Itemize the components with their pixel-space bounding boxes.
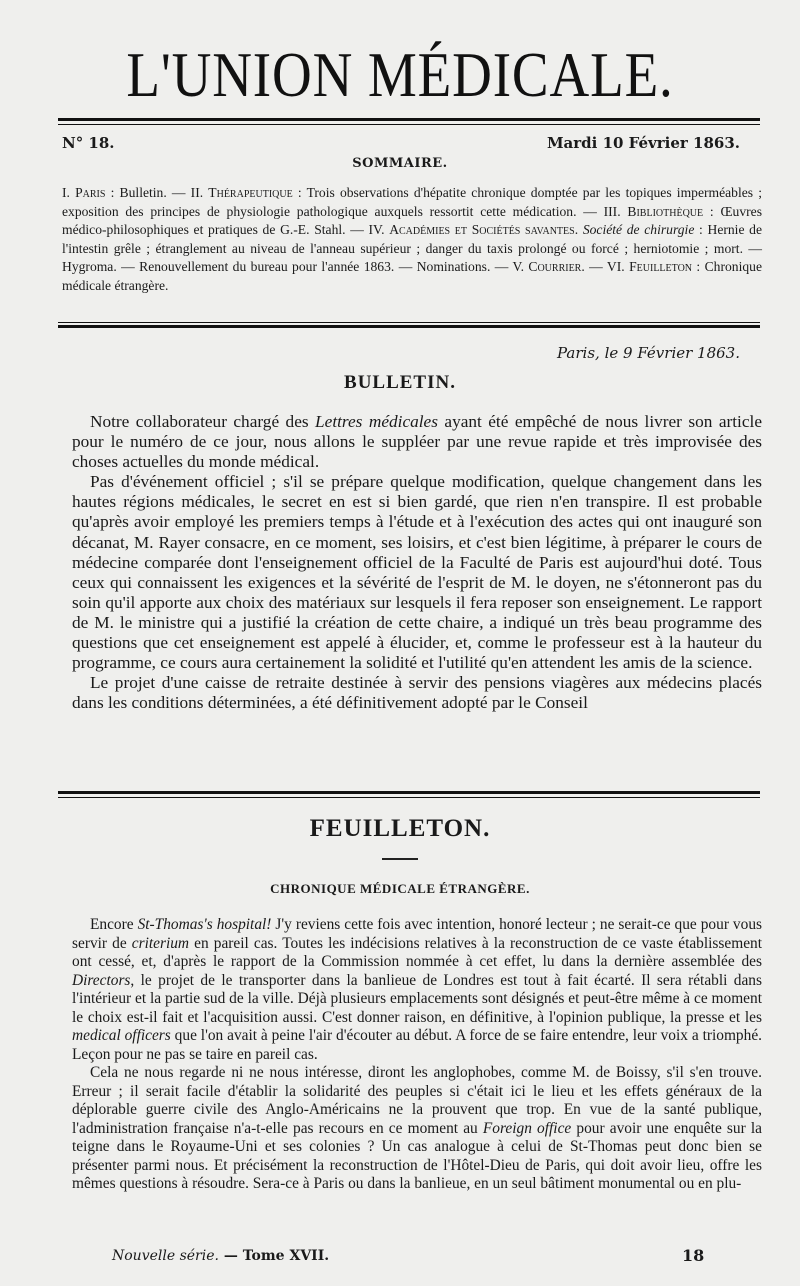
sommaire-text: I. Paris : Bulletin. — II. Thérapeutique : Trois observations d'hépatite chronique domptée par les topiques imperméables ; exposition des principes de physiologie pathologique auxquels ressortit cette médication. — III. Bibliothèque : Œuvres médico-philosophiques et pratiques de G.-E. Stahl. — IV. Académies et Sociétés savantes. Société de chirurgie : Hernie de l'intestin grêle ; étranglement au niveau de l'anneau supérieur ; danger du taxis prolongé ou forcé ; herniotomie ; mort. — Hygroma. — Renouvellement du bureau pour l'année 1863. — Nominations. — V. Courrier. — VI. Feuilleton : Chronique médicale étrangère.: [62, 185, 763, 293]
issue-number: N° 18.: [62, 134, 115, 152]
heading-dash: [382, 858, 418, 860]
feuilleton-paragraph: Encore St-Thomas's hospital! J'y reviens cette fois avec intention, honoré lecteur ; ne serait-ce que pour vous servir de criterium en pareil cas. Toutes les indécisions relatives à la reconstruction de ce vaste établissement ont cessé, et, d'après le rapport de la Commission nommée à cet effet, lu dans la dernière assemblée des Directors, le projet de le transporter dans la banlieue de Londres est tout à fait écarté. Il sera rétabli dans l'intérieur et la partie sud de la ville. Déjà plusieurs emplacements sont désignés et peut-être même à ce moment le choix est-il fait et l'acquisition aussi. C'est donner raison, en définitive, à l'opinion publique, la presse et les medical officers que l'on avait à peine l'air d'écouter au début. A force de se faire entendre, leur voix a triomphé. Leçon pour ne pas se taire en pareil cas.: [72, 916, 763, 1063]
bulletin-paragraph: Le projet d'une caisse de retraite destinée à servir des pensions viagères aux médecins placés dans les conditions déterminées, a été définitivement adopté par le Conseil: [72, 673, 762, 713]
bulletin-body: [72, 412, 762, 713]
bulletin-heading: BULLETIN.: [344, 372, 456, 393]
chronique-heading: CHRONIQUE MÉDICALE ÉTRANGÈRE.: [270, 881, 530, 896]
bulletin-paragraph: Notre collaborateur chargé des Lettres médicales ayant été empêché de nous livrer son article pour le numéro de ce jour, nous allons le suppléer par une revue rapide et très improvisée des choses actuelles du monde médical.: [72, 412, 762, 472]
bulletin-paragraph: Pas d'événement officiel ; s'il se prépare quelque modification, quelque changement dans les hautes régions médicales, le secret en est si bien gardé, que rien n'en transpire. Il est probable qu'après avoir employé les premiers temps à l'étude et à l'exécution des actes qui ont inauguré son décanat, M. Rayer consacre, en ce moment, ses loisirs, et c'est bien légitime, à préparer le cours de médecine comparée dont l'enseignement officiel de la Faculté de Paris est aujourd'hui doté. Tous ceux qui connaissent les exigences et la sévérité de l'esprit de M. le doyen, ne s'étonneront pas du soin qu'il apporte aux choix des matériaux sur lesquels il fera reposer son enseignement. Le rapport de M. le ministre qui a justifié la création de cette chaire, a indiqué un très beau programme des questions que cet enseignement est appelé à élucider, et, comme le professeur est à la hauteur du programme, ce cours aura certainement la solidité et l'utilité qu'en attendent les amis de la science.: [72, 472, 762, 673]
sommaire-rule-thick: [58, 325, 760, 328]
page-number: 18: [682, 1246, 705, 1265]
feuilleton-heading: FEUILLETON.: [309, 815, 491, 842]
feuilleton-rule-thin: [58, 797, 760, 798]
footer-series: Nouvelle série. — Tome XVII.: [112, 1248, 330, 1264]
masthead-rule-thin: [58, 124, 760, 125]
masthead-title: L'UNION MÉDICALE.: [126, 39, 674, 110]
bulletin-dateline: Paris, le 9 Février 1863.: [557, 344, 740, 362]
feuilleton-body: [72, 916, 762, 1194]
masthead-rule-thick: [58, 118, 760, 121]
feuilleton-rule-thick: [58, 791, 760, 794]
issue-date: Mardi 10 Février 1863.: [546, 134, 740, 152]
sommaire-heading: SOMMAIRE.: [352, 156, 448, 171]
sommaire-rule-thin: [58, 322, 760, 323]
feuilleton-paragraph: Cela ne nous regarde ni ne nous intéresse, diront les anglophobes, comme M. de Boissy, s'il s'en trouve. Erreur ; il serait facile d'établir la solidarité des peuples si c'était ici le lieu et les effets généraux de la déplorable guerre civile des Anglo-Américains ne la prouvent que trop. En vue de la santé publique, l'administration française n'a-t-elle pas recours en ce moment au Foreign office pour avoir une enquête sur la teigne dans le Royaume-Uni et ses colonies ? Un cas analogue à celui de St-Thomas peut donc bien se présenter parmi nous. Et précisément la reconstruction de l'Hôtel-Dieu de Paris, qui doit avoir lieu, offre les mêmes questions à résoudre. Sera-ce à Paris ou dans la banlieue, en un seul bâtiment monumental ou en plu-: [72, 1064, 762, 1192]
